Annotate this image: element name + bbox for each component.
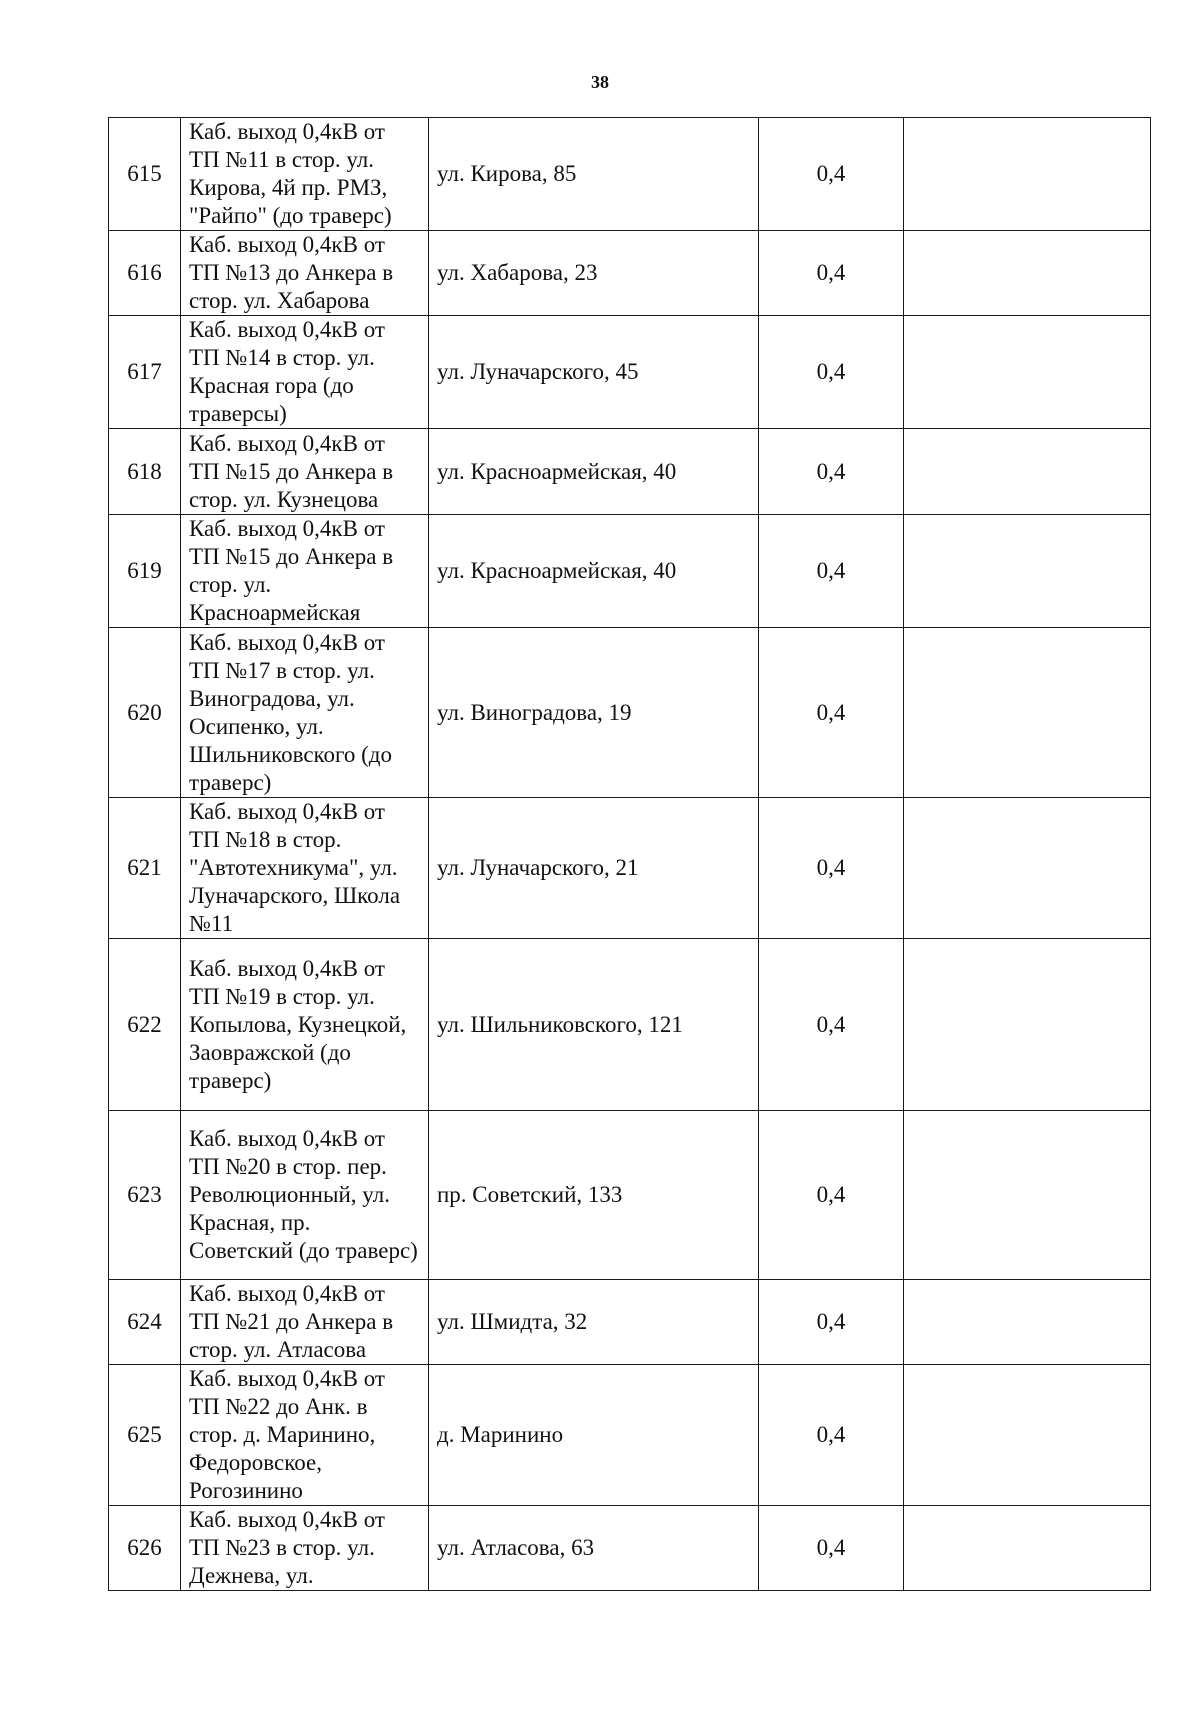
voltage: 0,4 (759, 1111, 904, 1280)
table-row (109, 1280, 1151, 1365)
cable-name: Каб. выход 0,4кВ от ТП №13 до Анкера в стор. ул. Хабарова (181, 231, 429, 316)
row-number: 621 (109, 798, 181, 939)
voltage: 0,4 (759, 939, 904, 1111)
note (904, 316, 1151, 429)
row-number: 622 (109, 939, 181, 1111)
row-number: 624 (109, 1280, 181, 1365)
voltage: 0,4 (759, 316, 904, 429)
address: ул. Виноградова, 19 (429, 628, 759, 798)
table-row (109, 231, 1151, 316)
table-row (109, 429, 1151, 515)
table-row (109, 628, 1151, 798)
table-row (109, 1506, 1151, 1591)
table-row (109, 798, 1151, 939)
address: ул. Луначарского, 21 (429, 798, 759, 939)
table-row (109, 1111, 1151, 1280)
note (904, 1506, 1151, 1591)
cable-name: Каб. выход 0,4кВ от ТП №17 в стор. ул. Виноградова, ул. Осипенко, ул. Шильниковского (до траверс) (181, 628, 429, 798)
address: ул. Шильниковского, 121 (429, 939, 759, 1111)
cable-name: Каб. выход 0,4кВ от ТП №11 в стор. ул. Кирова, 4й пр. РМЗ, "Райпо" (до траверс) (181, 118, 429, 231)
row-number: 619 (109, 515, 181, 628)
note (904, 1111, 1151, 1280)
registry-table-body (109, 118, 1151, 1591)
voltage: 0,4 (759, 798, 904, 939)
voltage: 0,4 (759, 1280, 904, 1365)
table-row (109, 118, 1151, 231)
note (904, 939, 1151, 1111)
row-number: 618 (109, 429, 181, 515)
row-number: 623 (109, 1111, 181, 1280)
address: ул. Красноармейская, 40 (429, 515, 759, 628)
note (904, 118, 1151, 231)
cable-name: Каб. выход 0,4кВ от ТП №23 в стор. ул. Дежнева, ул. (181, 1506, 429, 1591)
row-number: 620 (109, 628, 181, 798)
cable-name: Каб. выход 0,4кВ от ТП №20 в стор. пер. Революционный, ул. Красная, пр. Советский (до траверс) (181, 1111, 429, 1280)
row-number: 626 (109, 1506, 181, 1591)
address: ул. Хабарова, 23 (429, 231, 759, 316)
address: ул. Шмидта, 32 (429, 1280, 759, 1365)
voltage: 0,4 (759, 515, 904, 628)
address: ул. Красноармейская, 40 (429, 429, 759, 515)
voltage: 0,4 (759, 231, 904, 316)
cable-name: Каб. выход 0,4кВ от ТП №18 в стор. "Автотехникума", ул. Луначарского, Школа №11 (181, 798, 429, 939)
row-number: 616 (109, 231, 181, 316)
note (904, 628, 1151, 798)
note (904, 515, 1151, 628)
row-number: 617 (109, 316, 181, 429)
table-row (109, 316, 1151, 429)
address: ул. Атласова, 63 (429, 1506, 759, 1591)
row-number: 615 (109, 118, 181, 231)
note (904, 429, 1151, 515)
address: ул. Луначарского, 45 (429, 316, 759, 429)
address: ул. Кирова, 85 (429, 118, 759, 231)
note (904, 1280, 1151, 1365)
voltage: 0,4 (759, 118, 904, 231)
cable-name: Каб. выход 0,4кВ от ТП №15 до Анкера в стор. ул. Красноармейская (181, 515, 429, 628)
address: д. Маринино (429, 1365, 759, 1506)
table-row (109, 939, 1151, 1111)
cable-name: Каб. выход 0,4кВ от ТП №21 до Анкера в стор. ул. Атласова (181, 1280, 429, 1365)
voltage: 0,4 (759, 1365, 904, 1506)
note (904, 798, 1151, 939)
cable-name: Каб. выход 0,4кВ от ТП №14 в стор. ул. Красная гора (до траверсы) (181, 316, 429, 429)
voltage: 0,4 (759, 628, 904, 798)
note (904, 231, 1151, 316)
registry-table (108, 117, 1151, 1591)
table-row (109, 515, 1151, 628)
cable-name: Каб. выход 0,4кВ от ТП №19 в стор. ул. Копылова, Кузнецкой, Заовражской (до траверс) (181, 939, 429, 1111)
voltage: 0,4 (759, 429, 904, 515)
note (904, 1365, 1151, 1506)
table-row (109, 1365, 1151, 1506)
cable-name: Каб. выход 0,4кВ от ТП №22 до Анк. в стор. д. Маринино, Федоровское, Рогозинино (181, 1365, 429, 1506)
cable-name: Каб. выход 0,4кВ от ТП №15 до Анкера в стор. ул. Кузнецова (181, 429, 429, 515)
row-number: 625 (109, 1365, 181, 1506)
voltage: 0,4 (759, 1506, 904, 1591)
page-number: 38 (591, 72, 609, 92)
address: пр. Советский, 133 (429, 1111, 759, 1280)
